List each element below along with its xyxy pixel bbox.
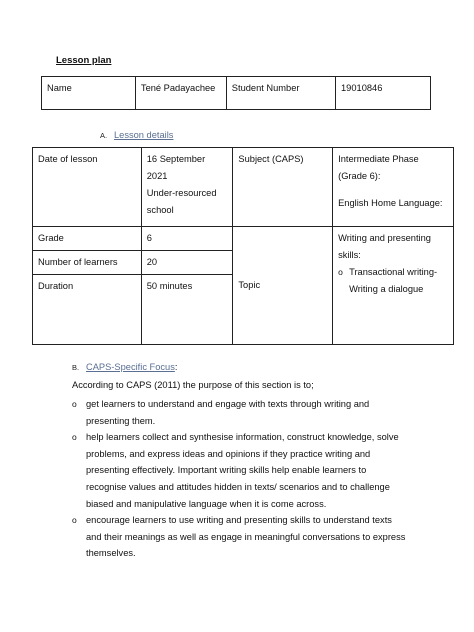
learners-value: 20 [141, 251, 233, 275]
name-label: Name [42, 77, 136, 110]
caps-focus-list [72, 396, 432, 562]
bullet-icon: o [72, 399, 77, 409]
date-value: 16 September 2021 Under-resourced school [141, 148, 233, 227]
subject-value: Intermediate Phase (Grade 6): English Home Language: [333, 148, 454, 227]
bullet-icon: o [72, 515, 77, 526]
grade-value: 6 [141, 227, 233, 251]
grade-label: Grade [33, 227, 142, 251]
list-item: o get learners to understand and engage with texts through writing and presenting them. [72, 396, 432, 429]
list-item: o encourage learners to use writing and presenting skills to understand texts and their meanings as well as engage in meaningful conversations to express themselves. [72, 512, 432, 562]
section-a-title: Lesson details [114, 130, 174, 140]
duration-label: Duration [33, 275, 142, 345]
section-a-heading [100, 130, 173, 140]
topic-value: Writing and presenting skills: o Transactional writing- Writing a dialogue [333, 227, 454, 345]
topic-label: Topic [233, 227, 333, 345]
learners-label: Number of learners [33, 251, 142, 275]
section-b-intro: According to CAPS (2011) the purpose of this section is to; [72, 380, 314, 390]
date-label: Date of lesson [33, 148, 142, 227]
section-b-title: CAPS-Specific Focus [86, 362, 175, 372]
topic-bullet: o Transactional writing- Writing a dialogue [338, 264, 448, 298]
subject-label: Subject (CAPS) [233, 148, 333, 227]
name-value: Tené Padayachee [135, 77, 226, 110]
lesson-details-table [32, 147, 454, 345]
section-a-letter: A. [100, 131, 108, 140]
page-title: Lesson plan [56, 55, 112, 66]
student-number-value: 19010846 [336, 77, 431, 110]
student-number-label: Student Number [226, 77, 335, 110]
section-b-heading: B. CAPS-Specific Focus: [72, 362, 178, 372]
bullet-icon: o [72, 432, 77, 443]
list-item: o help learners collect and synthesise information, construct knowledge, solve problems, and express ideas and opinions if they practice writing and presenting effectively. Important writing skills help enable learners to recognise values and attitudes hidden in texts/ scenarios and to challenge biased and manipulative language when it is come across. [72, 429, 432, 512]
section-b-letter: B. [72, 363, 80, 372]
bullet-icon: o [338, 267, 343, 277]
duration-value: 50 minutes [141, 275, 233, 345]
student-info-table [41, 76, 431, 110]
